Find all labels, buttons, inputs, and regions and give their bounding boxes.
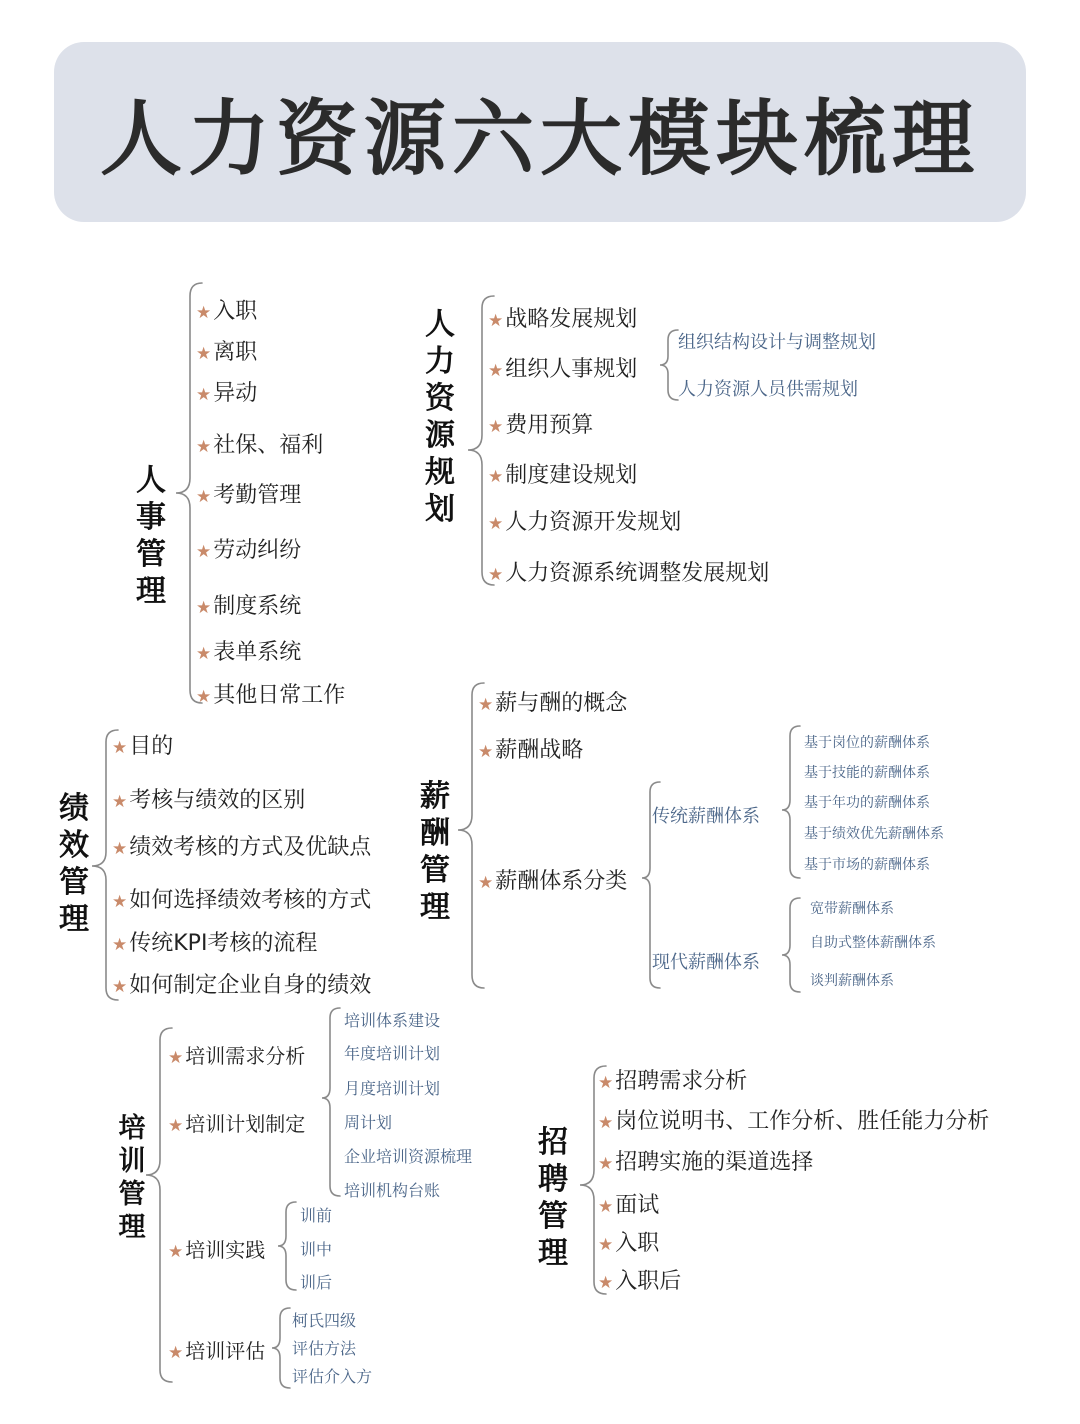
- plan-sub-item: 企业培训资源梳理: [344, 1147, 473, 1166]
- performance-item: ★考核与绩效的区别: [112, 788, 306, 813]
- hr-planning-item: ★人力资源开发规划: [488, 510, 682, 535]
- star-icon: ★: [112, 792, 128, 812]
- hr-admin-item: ★其他日常工作: [196, 683, 346, 708]
- star-icon: ★: [478, 742, 494, 762]
- star-icon: ★: [598, 1235, 614, 1255]
- star-icon: ★: [598, 1273, 614, 1293]
- star-icon: ★: [112, 839, 128, 859]
- practice-sub-item: 训前: [300, 1206, 333, 1225]
- recruitment-item: ★入职后: [598, 1269, 682, 1294]
- star-icon: ★: [196, 542, 212, 562]
- hr-admin-item: ★入职: [196, 299, 258, 324]
- brace-training: [146, 1028, 172, 1382]
- star-icon: ★: [168, 1242, 184, 1262]
- comp-type-item: 传统薪酬体系: [652, 806, 760, 827]
- star-icon: ★: [112, 892, 128, 912]
- compensation-item: ★薪酬体系分类: [478, 869, 628, 894]
- traditional-sub-item: 基于绩效优先薪酬体系: [804, 826, 944, 842]
- star-icon: ★: [168, 1048, 184, 1068]
- recruitment-item: ★面试: [598, 1193, 660, 1218]
- star-icon: ★: [196, 385, 212, 405]
- hr-admin-item: ★劳动纠纷: [196, 538, 302, 563]
- training-item: ★ 培训需求分析: [168, 1044, 306, 1068]
- star-icon: ★: [488, 514, 504, 534]
- eval-sub-item: 评估介入方: [292, 1367, 373, 1386]
- brace-eval-sub: [272, 1308, 290, 1388]
- plan-sub-item: 培训机构台账: [344, 1181, 441, 1200]
- modern-sub-item: 宽带薪酬体系: [810, 901, 894, 917]
- compensation-item: ★薪与酬的概念: [478, 691, 628, 716]
- page-title: 人力资源六大模块梳理: [99, 91, 980, 187]
- plan-sub-item: 周计划: [344, 1113, 393, 1132]
- performance-item: ★传统KPI考核的流程: [112, 931, 318, 956]
- practice-sub-item: 训后: [300, 1273, 333, 1292]
- traditional-sub-item: 基于岗位的薪酬体系: [804, 735, 930, 751]
- org-sub-item: 组织结构设计与调整规划: [678, 332, 876, 353]
- compensation-item: ★薪酬战略: [478, 738, 584, 763]
- star-icon: ★: [598, 1073, 614, 1093]
- hr-planning-item: ★制度建设规划: [488, 463, 638, 488]
- module-training: 培训管理: [118, 1113, 146, 1243]
- modern-sub-item: 谈判薪酬体系: [810, 973, 894, 989]
- star-icon: ★: [168, 1116, 184, 1136]
- star-icon: ★: [598, 1113, 614, 1133]
- star-icon: ★: [196, 344, 212, 364]
- org-sub-item: 人力资源人员供需规划: [678, 379, 858, 400]
- performance-item: ★如何制定企业自身的绩效: [112, 973, 372, 998]
- hr-admin-item: ★考勤管理: [196, 483, 302, 508]
- plan-sub-item: 月度培训计划: [344, 1079, 441, 1098]
- star-icon: ★: [196, 598, 212, 618]
- star-icon: ★: [196, 687, 212, 707]
- performance-item: ★目的: [112, 734, 174, 759]
- star-icon: ★: [196, 437, 212, 457]
- hr-admin-item: ★异动: [196, 381, 258, 406]
- brace-performance: [92, 730, 118, 1000]
- module-hr-admin: 人事管理: [136, 463, 166, 609]
- star-icon: ★: [168, 1343, 184, 1363]
- brace-recruitment: [580, 1066, 606, 1294]
- star-icon: ★: [488, 565, 504, 585]
- star-icon: ★: [488, 311, 504, 331]
- star-icon: ★: [488, 361, 504, 381]
- plan-sub-item: 年度培训计划: [344, 1044, 441, 1063]
- recruitment-item: ★入职: [598, 1231, 660, 1256]
- hr-planning-item: ★战略发展规划: [488, 307, 638, 332]
- star-icon: ★: [598, 1197, 614, 1217]
- star-icon: ★: [478, 695, 494, 715]
- performance-item: ★如何选择绩效考核的方式: [112, 888, 372, 913]
- star-icon: ★: [196, 303, 212, 323]
- hr-admin-item: ★表单系统: [196, 640, 302, 665]
- modern-sub-item: 自助式整体薪酬体系: [810, 935, 936, 951]
- recruitment-item: ★岗位说明书、工作分析、胜任能力分析: [598, 1109, 990, 1134]
- star-icon: ★: [478, 873, 494, 893]
- hr-planning-item: ★组织人事规划: [488, 357, 638, 382]
- hr-admin-item: ★离职: [196, 340, 258, 365]
- module-hr-planning: 人力资源规划: [425, 307, 455, 527]
- traditional-sub-item: 基于市场的薪酬体系: [804, 857, 930, 873]
- hr-admin-item: ★社保、福利: [196, 433, 324, 458]
- star-icon: ★: [488, 467, 504, 487]
- brace-org-sub: [660, 330, 678, 400]
- star-icon: ★: [112, 935, 128, 955]
- brace-hr-planning: [468, 296, 494, 585]
- eval-sub-item: 评估方法: [292, 1339, 357, 1358]
- brace-practice-sub: [278, 1202, 296, 1290]
- comp-type-item: 现代薪酬体系: [652, 952, 760, 973]
- recruitment-item: ★招聘实施的渠道选择: [598, 1150, 814, 1175]
- practice-sub-item: 训中: [300, 1240, 333, 1259]
- training-item: ★ 培训实践: [168, 1238, 266, 1262]
- star-icon: ★: [488, 417, 504, 437]
- module-recruitment: 招聘管理: [538, 1125, 568, 1271]
- hr-planning-item: ★费用预算: [488, 413, 594, 438]
- module-performance: 绩效管理: [59, 791, 89, 937]
- eval-sub-item: 柯氏四级: [292, 1311, 357, 1330]
- hr-planning-item: ★人力资源系统调整发展规划: [488, 561, 770, 586]
- plan-sub-item: 培训体系建设: [344, 1011, 441, 1030]
- recruitment-item: ★招聘需求分析: [598, 1069, 748, 1094]
- star-icon: ★: [196, 644, 212, 664]
- traditional-sub-item: 基于技能的薪酬体系: [804, 765, 930, 781]
- performance-item: ★绩效考核的方式及优缺点: [112, 835, 372, 860]
- star-icon: ★: [112, 738, 128, 758]
- brace-modern: [782, 898, 800, 992]
- module-compensation: 薪酬管理: [420, 779, 450, 925]
- brace-compensation: [458, 683, 484, 988]
- star-icon: ★: [112, 977, 128, 997]
- star-icon: ★: [598, 1154, 614, 1174]
- hr-admin-item: ★制度系统: [196, 594, 302, 619]
- traditional-sub-item: 基于年功的薪酬体系: [804, 795, 930, 811]
- brace-plan-sub: [322, 1008, 340, 1196]
- training-item: ★ 培训计划制定: [168, 1112, 306, 1136]
- training-item: ★ 培训评估: [168, 1339, 266, 1363]
- brace-traditional: [782, 726, 800, 878]
- star-icon: ★: [196, 487, 212, 507]
